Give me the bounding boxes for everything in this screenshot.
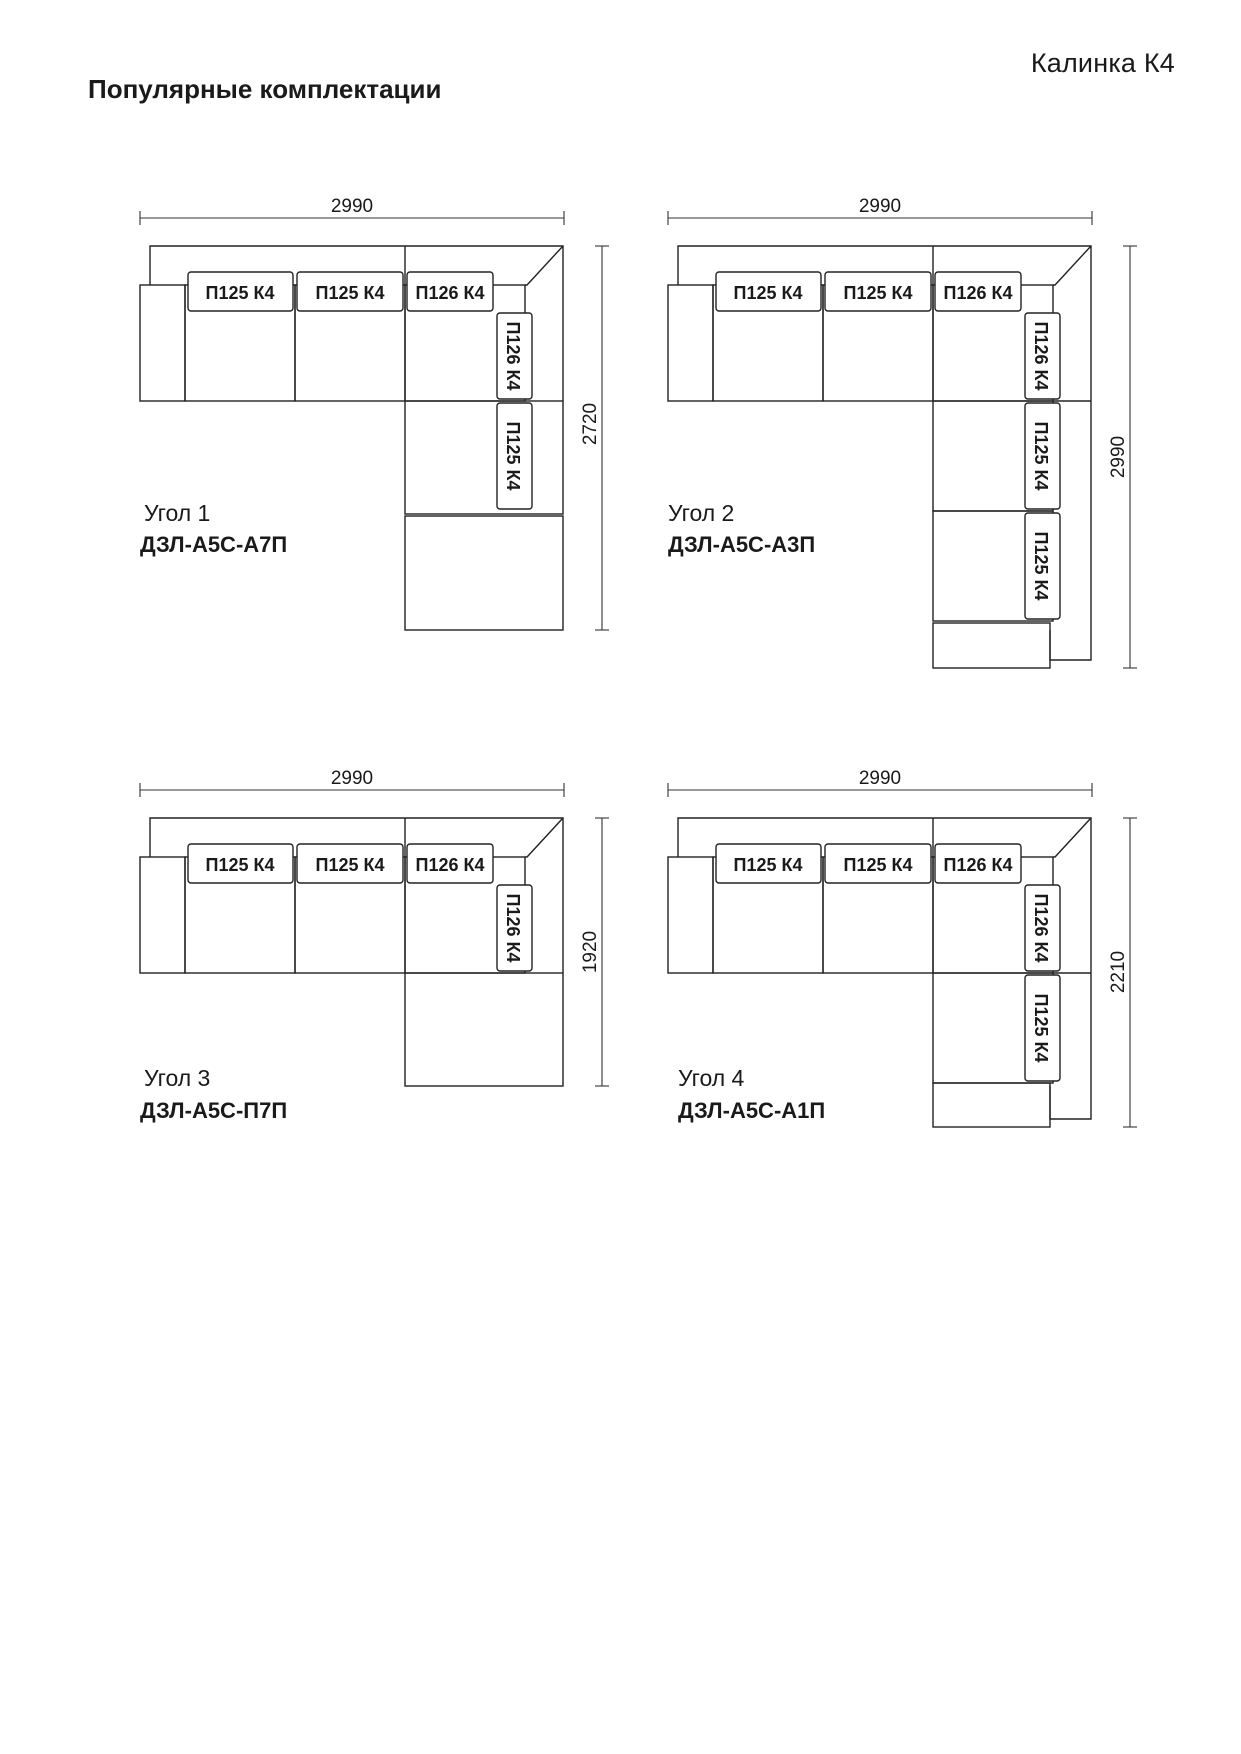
- module-label: П125 К4: [843, 855, 913, 875]
- module-label: П126 К4: [503, 893, 523, 963]
- depth-label: 2210: [1108, 950, 1129, 994]
- cushions: [716, 844, 1060, 1081]
- module-label: П126 К4: [415, 855, 485, 875]
- module-label: П125 К4: [315, 283, 385, 303]
- dimension-depth: [580, 818, 609, 1086]
- module-label: П125 К4: [843, 283, 913, 303]
- dimension-width: [140, 768, 564, 797]
- module-label: П126 К4: [943, 283, 1013, 303]
- config-name: Угол 1: [144, 500, 211, 526]
- dimension-width: [668, 196, 1092, 225]
- dimension-depth: [1108, 246, 1137, 668]
- width-label: 2990: [330, 768, 374, 789]
- cushions: [716, 272, 1060, 619]
- config-code: ДЗЛ-А5С-А7П: [140, 532, 288, 557]
- config-code: ДЗЛ-А5С-А1П: [678, 1098, 826, 1123]
- module-label: П125 К4: [733, 855, 803, 875]
- config-name: Угол 2: [668, 500, 735, 526]
- cushions: [188, 844, 532, 971]
- dimension-width: [668, 768, 1092, 797]
- dimension-depth: [1108, 818, 1137, 1127]
- page-title: Популярные комплектации: [88, 74, 442, 104]
- module-label: П125 К4: [205, 283, 275, 303]
- module-label: П126 К4: [1031, 321, 1051, 391]
- module-label: П125 К4: [503, 421, 523, 491]
- config-2: [668, 196, 1137, 668]
- config-1: [140, 196, 609, 630]
- dimension-width: [140, 196, 564, 225]
- module-label: П125 К4: [733, 283, 803, 303]
- depth-label: 2720: [580, 402, 601, 446]
- config-4: [668, 768, 1137, 1127]
- brand-name: Калинка К4: [1030, 48, 1175, 78]
- width-label: 2990: [858, 196, 902, 217]
- width-label: 2990: [330, 196, 374, 217]
- cushions: [188, 272, 532, 509]
- module-label: П126 К4: [503, 321, 523, 391]
- depth-label: 2990: [1108, 435, 1129, 479]
- depth-label: 1920: [580, 930, 601, 974]
- module-label: П126 К4: [943, 855, 1013, 875]
- module-label: П125 К4: [1031, 531, 1051, 601]
- module-label: П125 К4: [315, 855, 385, 875]
- config-3: [140, 768, 609, 1123]
- config-code: ДЗЛ-А5С-П7П: [140, 1098, 288, 1123]
- module-label: П126 К4: [415, 283, 485, 303]
- module-label: П125 К4: [1031, 993, 1051, 1063]
- module-label: П125 К4: [205, 855, 275, 875]
- width-label: 2990: [858, 768, 902, 789]
- module-label: П126 К4: [1031, 893, 1051, 963]
- dimension-depth: [580, 246, 609, 630]
- module-label: П125 К4: [1031, 421, 1051, 491]
- config-name: Угол 3: [144, 1065, 211, 1091]
- config-code: ДЗЛ-А5С-А3П: [668, 532, 816, 557]
- config-name: Угол 4: [678, 1065, 745, 1091]
